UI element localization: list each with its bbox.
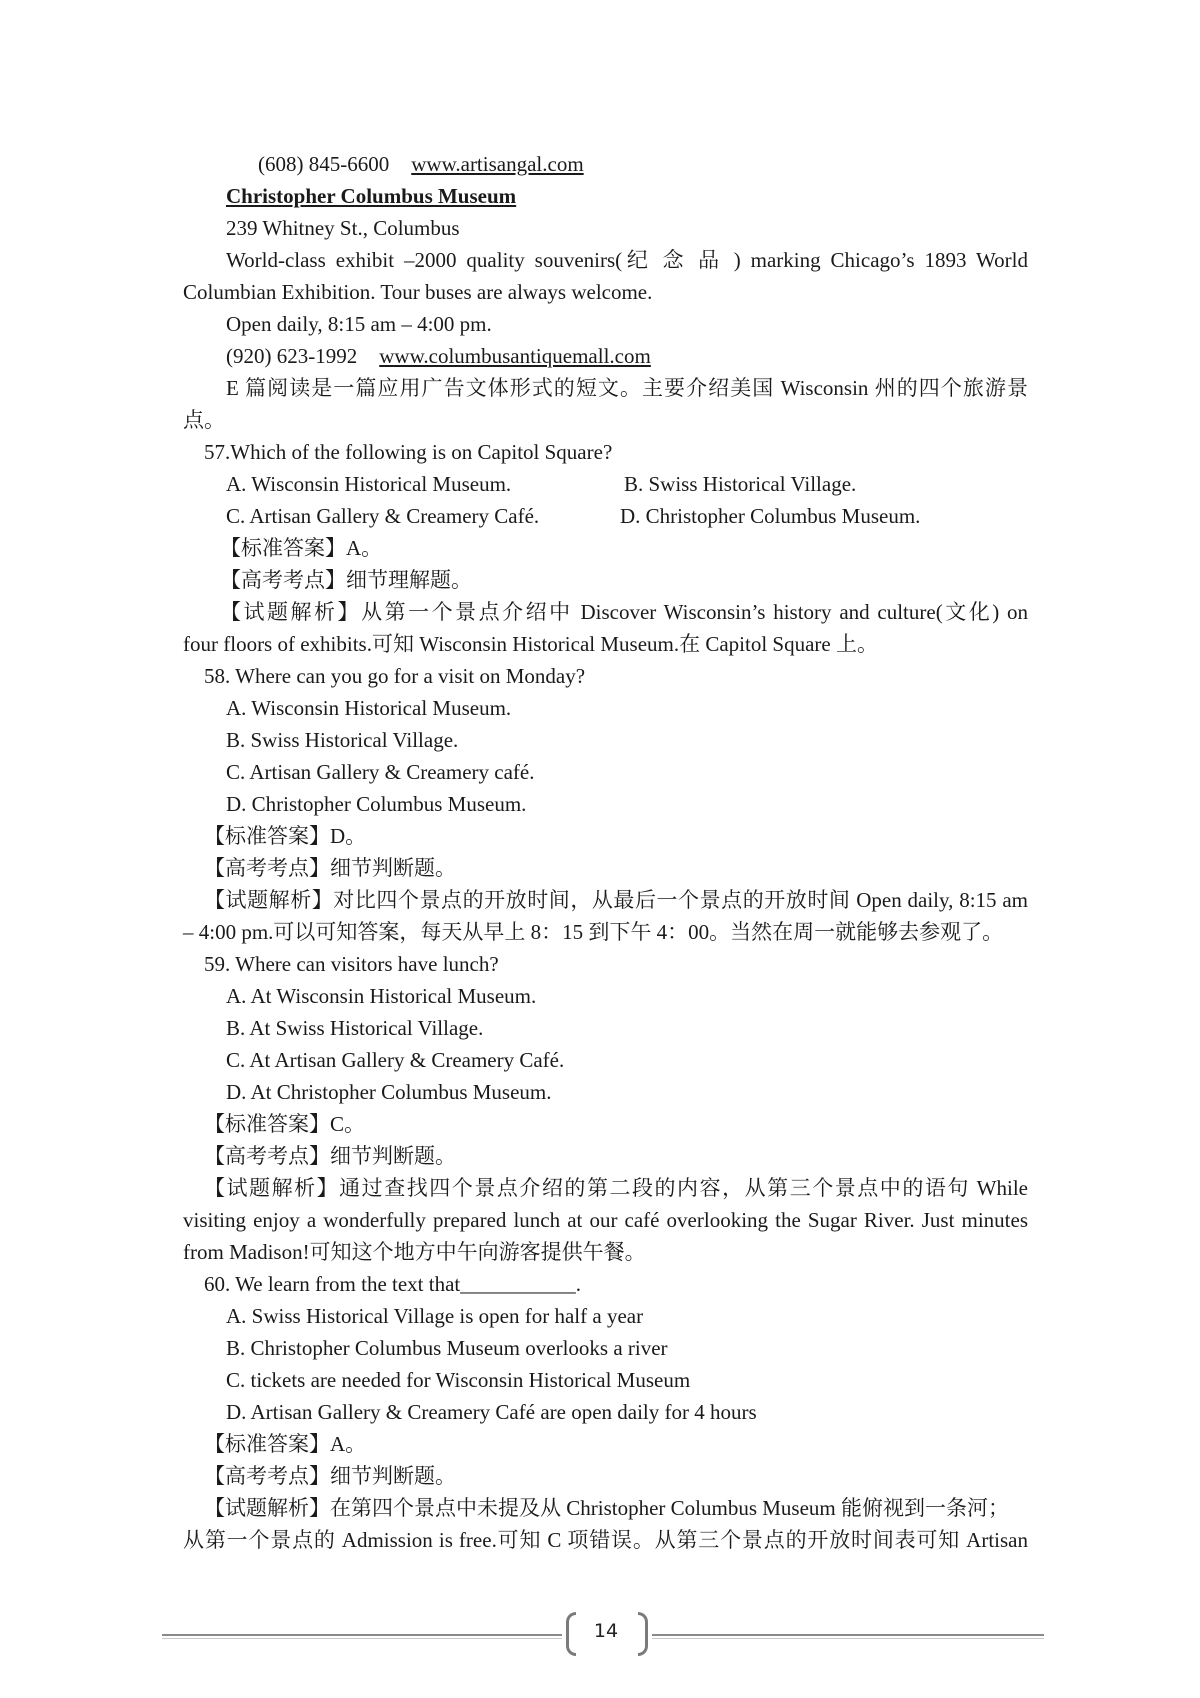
- exam-point: 【高考考点】细节判断题。: [204, 856, 456, 880]
- question-58: 58. Where can you go for a visit on Monday?: [204, 664, 586, 688]
- phone-number: (608) 845-6600: [258, 152, 390, 176]
- museum-title: Christopher Columbus Museum: [226, 184, 517, 208]
- question-57: 57.Which of the following is on Capitol Square?: [204, 440, 613, 464]
- contact-line-columbus: [226, 341, 651, 371]
- standard-answer: 【标准答案】A。: [204, 1432, 367, 1456]
- explanation-line: 从第一个景点的 Admission is free.可知 C 项错误。从第三个景点的开放时间表可知 Artisan: [183, 1528, 1028, 1552]
- explanation-line: 【试题解析】对比四个景点的开放时间，从最后一个景点的开放时间 Open daily, 8:15 am: [204, 888, 1028, 912]
- option-d: D. Christopher Columbus Museum.: [226, 792, 527, 816]
- exam-point: 【高考考点】细节判断题。: [204, 1144, 456, 1168]
- option-b: B. Swiss Historical Village.: [624, 472, 857, 496]
- option-a: A. Wisconsin Historical Museum.: [226, 696, 512, 720]
- website-link[interactable]: www.columbusantiquemall.com: [379, 344, 651, 368]
- contact-line-artisan: [258, 149, 584, 179]
- option-b: B. At Swiss Historical Village.: [226, 1016, 484, 1040]
- question-59: 59. Where can visitors have lunch?: [204, 952, 499, 976]
- phone-number: (920) 623-1992: [226, 344, 358, 368]
- option-d: D. Artisan Gallery & Creamery Café are open daily for 4 hours: [226, 1400, 757, 1424]
- intro-line: E 篇阅读是一篇应用广告文体形式的短文。主要介绍美国 Wisconsin 州的四个旅游景: [226, 376, 1028, 400]
- footer-rule-right: [652, 1634, 1044, 1636]
- website-link[interactable]: www.artisangal.com: [411, 152, 584, 176]
- standard-answer: 【标准答案】C。: [204, 1112, 366, 1136]
- left-brace-icon: [566, 1612, 576, 1656]
- option-d: D. Christopher Columbus Museum.: [620, 504, 921, 528]
- museum-address: 239 Whitney St., Columbus: [226, 216, 460, 240]
- explanation-line: – 4:00 pm.可以可知答案，每天从早上 8：15 到下午 4：00。当然在周一就能够去参观了。: [183, 920, 1004, 944]
- question-60: 60. We learn from the text that___________.: [204, 1272, 582, 1296]
- option-d: D. At Christopher Columbus Museum.: [226, 1080, 552, 1104]
- exam-point: 【高考考点】细节理解题。: [220, 568, 472, 592]
- option-b: B. Christopher Columbus Museum overlooks a river: [226, 1336, 668, 1360]
- museum-hours: Open daily, 8:15 am – 4:00 pm.: [226, 312, 492, 336]
- exam-point: 【高考考点】细节判断题。: [204, 1464, 456, 1488]
- footer-rule-left: [162, 1634, 562, 1636]
- option-a: A. At Wisconsin Historical Museum.: [226, 984, 537, 1008]
- museum-description-line: Columbian Exhibition. Tour buses are always welcome.: [183, 280, 653, 304]
- option-a: A. Wisconsin Historical Museum.: [226, 472, 512, 496]
- explanation-line: 【试题解析】通过查找四个景点介绍的第二段的内容，从第三个景点中的语句 While: [204, 1176, 1028, 1200]
- explanation-line: from Madison!可知这个地方中午向游客提供午餐。: [183, 1240, 646, 1264]
- explanation-line: 【试题解析】从第一个景点介绍中 Discover Wisconsin’s history and culture(文化) on: [220, 600, 1028, 624]
- option-c: C. At Artisan Gallery & Creamery Café.: [226, 1048, 565, 1072]
- option-c: C. tickets are needed for Wisconsin Historical Museum: [226, 1368, 691, 1392]
- explanation-line: visiting enjoy a wonderfully prepared lunch at our café overlooking the Sugar River. Just minutes: [183, 1208, 1028, 1232]
- page-number: 14: [593, 1620, 619, 1642]
- intro-line: 点。: [183, 408, 225, 432]
- option-c: C. Artisan Gallery & Creamery Café.: [226, 504, 540, 528]
- option-a: A. Swiss Historical Village is open for half a year: [226, 1304, 644, 1328]
- standard-answer: 【标准答案】D。: [204, 824, 367, 848]
- explanation-line: 【试题解析】在第四个景点中未提及从 Christopher Columbus Museum 能俯视到一条河；: [204, 1496, 1010, 1520]
- right-brace-icon: [638, 1612, 648, 1656]
- standard-answer: 【标准答案】A。: [220, 536, 383, 560]
- museum-description-line: World-class exhibit –2000 quality souvenirs(纪 念 品 ) marking Chicago’s 1893 World: [226, 248, 1028, 272]
- explanation-line: four floors of exhibits.可知 Wisconsin Historical Museum.在 Capitol Square 上。: [183, 632, 878, 656]
- option-c: C. Artisan Gallery & Creamery café.: [226, 760, 535, 784]
- option-b: B. Swiss Historical Village.: [226, 728, 459, 752]
